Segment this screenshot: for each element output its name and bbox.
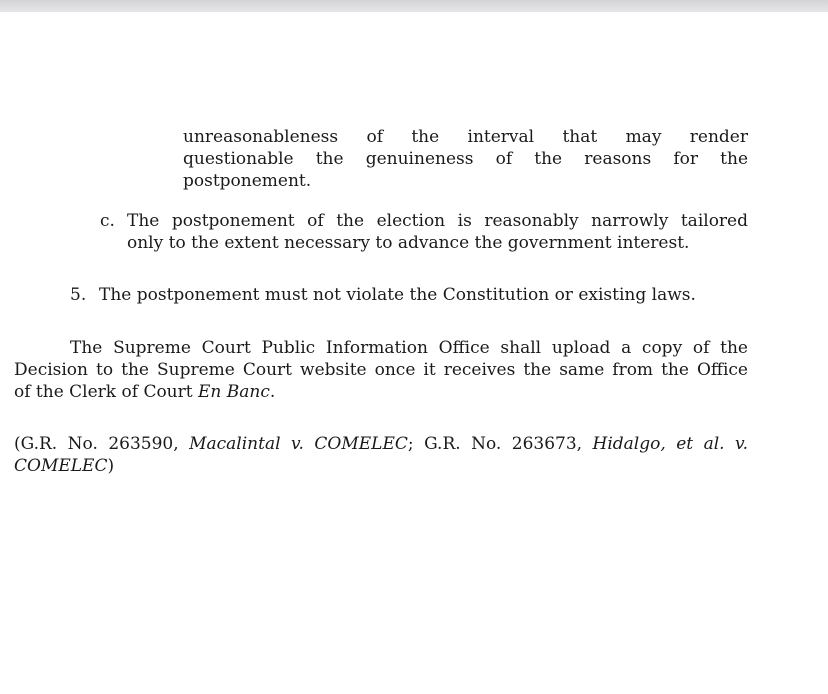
closing-line-3: of the Clerk of Court En Banc.: [14, 382, 276, 402]
en-banc-italic: En Banc: [198, 382, 270, 402]
item-c-line-2: only to the extent necessary to advance the government interest.: [127, 233, 690, 253]
closing-line-2: Decision to the Supreme Court website once it receives the same from the Office: [14, 360, 748, 380]
case1-italic: Macalintal v. COMELEC: [189, 434, 408, 454]
item-c-label: c.: [100, 211, 115, 231]
item-b-line-2: questionable the genuineness of the reasons for the: [183, 149, 748, 169]
item-b-continuation: [183, 126, 748, 192]
citation-line-1: (G.R. No. 263590, Macalintal v. COMELEC; G.R. No. 263673, Hidalgo, et al. v.: [14, 434, 748, 454]
citation-line-2: COMELEC): [14, 456, 115, 476]
item-c-text: [127, 210, 748, 254]
item-5-text: The postponement must not violate the Constitution or existing laws.: [99, 285, 696, 305]
comelec-italic: COMELEC: [14, 456, 108, 476]
item-b-line-1: unreasonableness of the interval that may render: [183, 127, 748, 147]
item-5-label: 5.: [70, 285, 87, 305]
case2-italic: Hidalgo, et al. v.: [592, 434, 748, 454]
document-page: [0, 12, 828, 694]
case-citation: [14, 433, 748, 477]
item-c-line-1: The postponement of the election is reasonably narrowly tailored: [127, 211, 748, 231]
item-b-line-3: postponement.: [183, 171, 312, 191]
closing-line-1: The Supreme Court Public Information Office shall upload a copy of the: [70, 338, 748, 358]
closing-paragraph: [14, 337, 748, 403]
